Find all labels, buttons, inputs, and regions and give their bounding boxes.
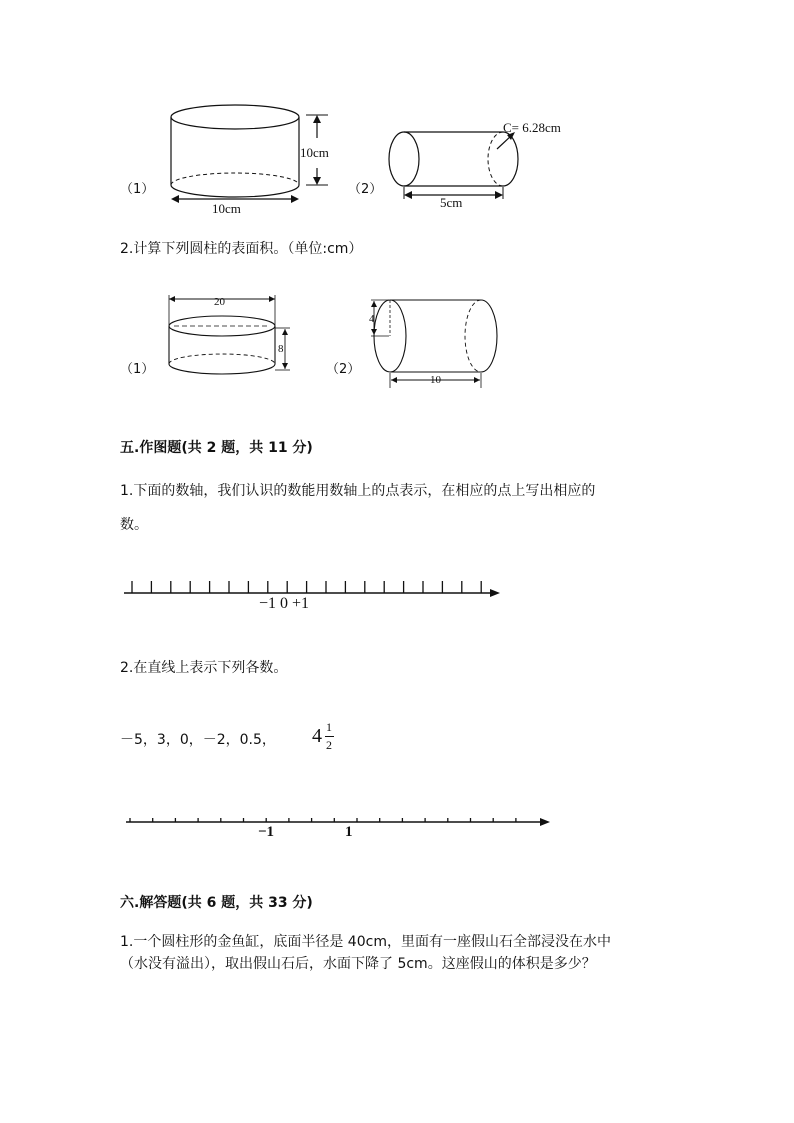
- q4-2-cyl1-diameter: 20: [214, 296, 225, 308]
- number-line-2-neg-label: −1: [258, 824, 275, 840]
- number-line-1: [120, 575, 510, 605]
- question-4-2-text: 2.计算下列圆柱的表面积。（单位:cm）: [120, 241, 363, 257]
- section-6-q1-line2: （水没有溢出），取出假山石后，水面下降了 5cm。这座假山的体积是多少？: [120, 956, 596, 972]
- cyl2-length-label: 5cm: [440, 195, 463, 210]
- cyl2-circumference-label: C= 6.28cm: [503, 120, 561, 135]
- number-line-2: [120, 810, 560, 840]
- q4-2-cyl2-length: 10: [430, 374, 441, 386]
- numbers-list: －5，3，0，－2，0.5，: [120, 732, 276, 748]
- q4-2-figure-label-2: （2）: [326, 362, 361, 377]
- section-5-q2-text: 2.在直线上表示下列各数。: [120, 660, 288, 676]
- section-5-q1-line1: 1.下面的数轴，我们认识的数能用数轴上的点表示，在相应的点上写出相应的: [120, 483, 596, 499]
- fraction-bar: [325, 736, 334, 737]
- mixed-number-denominator: 2: [326, 738, 332, 752]
- q4-2-figure-label-1: （1）: [120, 362, 155, 377]
- section-5-title: 五.作图题(共 2 题，共 11 分): [120, 440, 313, 456]
- number-line-2-pos-label: 1: [345, 824, 353, 840]
- q4-2-cylinder-1: [160, 292, 310, 392]
- section-5-q1-line2: 数。: [120, 517, 148, 533]
- section-6-q1-line1: 1.一个圆柱形的金鱼缸，底面半径是 40cm，里面有一座假山石全部浸没在水中: [120, 934, 611, 950]
- mixed-number-whole: 4: [312, 725, 322, 747]
- q4-2-cyl1-height: 8: [278, 343, 284, 355]
- figure-label-2: （2）: [348, 182, 383, 197]
- figure-label-1: （1）: [120, 182, 155, 197]
- number-line-1-labels: −1 0 +1: [259, 595, 310, 612]
- mixed-number-numerator: 1: [326, 720, 332, 734]
- cyl1-height-label: 10cm: [300, 145, 329, 160]
- cylinder-figure-1: [160, 100, 360, 220]
- cyl1-width-label: 10cm: [212, 201, 241, 216]
- q4-2-cyl2-radius: 4: [369, 313, 375, 325]
- section-6-title: 六.解答题(共 6 题，共 33 分): [120, 895, 313, 911]
